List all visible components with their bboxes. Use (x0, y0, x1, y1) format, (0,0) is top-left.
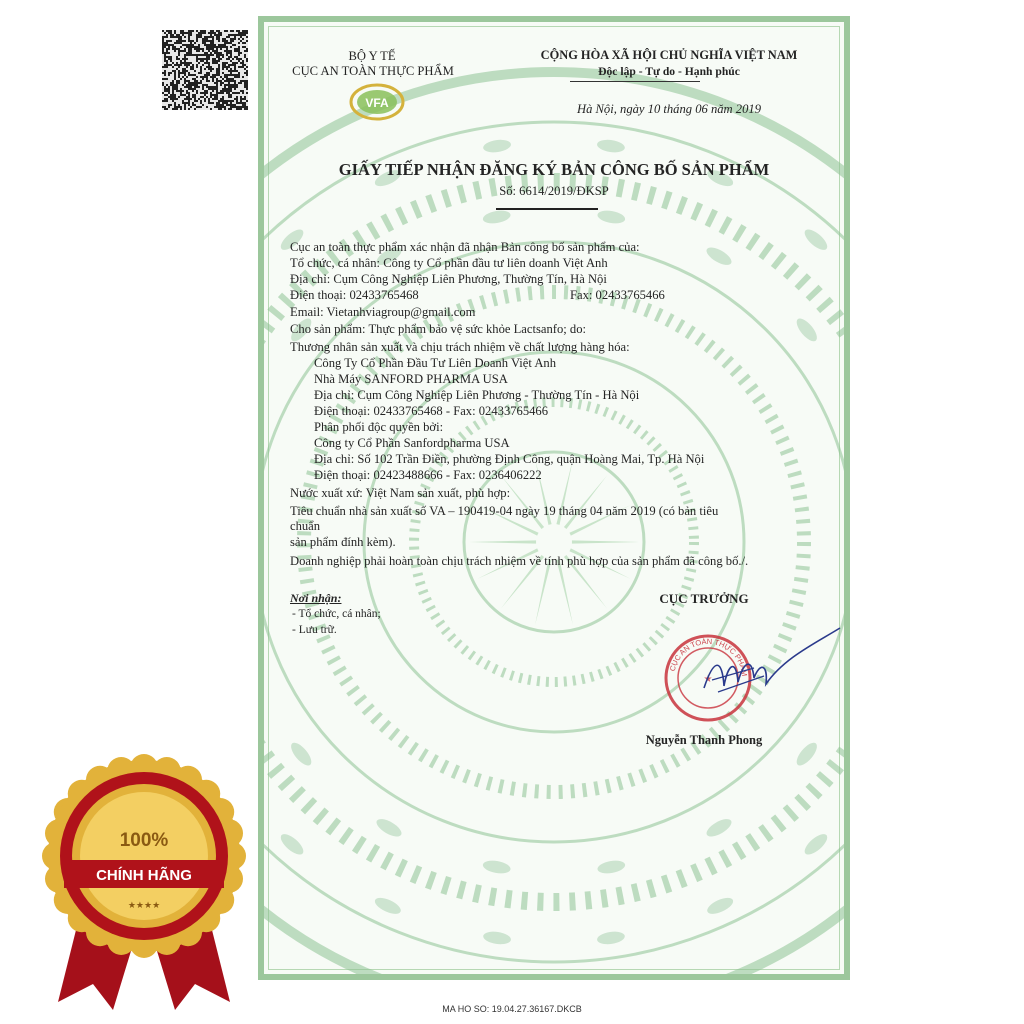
recipients-label: Nơi nhận: (290, 591, 342, 605)
standard-line-2: chuẩn (290, 519, 321, 533)
document-title: GIẤY TIẾP NHẬN ĐĂNG KÝ BẢN CÔNG BỐ SẢN PHẨM (338, 160, 770, 179)
stamp-star-icon: ★ (703, 674, 713, 685)
responsibility-line: Doanh nghiệp phải hoàn toàn chịu trách nhiệm về tính phù hợp của sản phẩm đã công bố./. (290, 554, 749, 568)
distributor-address: Địa chỉ: Số 102 Trần Điền, phường Định Công, quận Hoàng Mai, Tp. Hà Nội (314, 452, 705, 466)
email-line: Email: Vietanhviagroup@gmail.com (290, 305, 476, 319)
vfa-logo-icon (348, 82, 406, 122)
document-number: Số: 6614/2019/ĐKSP (499, 184, 609, 198)
organization-line: Tổ chức, cá nhân: Công ty Cổ phần đầu tư liên doanh Việt Anh (290, 256, 608, 270)
distributor-phone: Điện thoại: 02423488666 - Fax: 0236406222 (314, 468, 542, 482)
agency-name: CỤC AN TOÀN THỰC PHẨM (292, 64, 454, 78)
ministry-name: BỘ Y TẾ (348, 49, 396, 63)
title-underline (496, 208, 598, 210)
standard-line-3: sản phẩm đính kèm). (290, 535, 396, 549)
badge-stars-icon: ★★★★ (127, 901, 161, 911)
badge-label: CHÍNH HÃNG (96, 867, 192, 884)
vfa-logo-text: VFA (365, 96, 389, 110)
distributor-label: Phân phối độc quyền bởi: (314, 420, 444, 434)
product-line: Cho sản phẩm: Thực phẩm bảo vệ sức khỏe Lactsanfo; do: (290, 322, 587, 336)
phone-line: Điện thoại: 02433765468 (290, 288, 419, 302)
director-name: Nguyễn Thanh Phong (645, 733, 763, 747)
signature (694, 618, 844, 718)
merchant-address: Địa chỉ: Cụm Công Nghiệp Liên Phương - Thường Tín - Hà Nội (314, 388, 640, 402)
motto-underline (570, 81, 700, 82)
place-date: Hà Nội, ngày 10 tháng 06 năm 2019 (576, 102, 761, 116)
address-line: Địa chỉ: Cụm Công Nghiệp Liên Phương, Thường Tín, Hà Nội (290, 272, 607, 286)
badge-percent: 100% (119, 830, 169, 851)
merchant-phone: Điện thoại: 02433765468 - Fax: 02433765466 (314, 404, 549, 418)
qr-code (162, 30, 248, 110)
certificate (258, 16, 850, 980)
recipient-1: - Tổ chức, cá nhân; (292, 608, 381, 620)
fax-line: Fax: 02433765466 (570, 288, 665, 302)
merchant-factory: Nhà Máy SANFORD PHARMA USA (314, 372, 508, 386)
merchant-line: Thương nhân sản xuất và chịu trách nhiệm về chất lượng hàng hóa: (290, 340, 630, 354)
distributor-company: Công ty Cổ Phần Sanfordpharma USA (314, 436, 510, 450)
merchant-company: Công Ty Cổ Phần Đầu Tư Liên Doanh Việt Anh (314, 356, 557, 370)
national-motto: Độc lập - Tự do - Hạnh phúc (598, 65, 740, 78)
intro-line: Cục an toàn thực phẩm xác nhận đã nhận Bản công bố sản phẩm của: (290, 240, 640, 254)
stamp-text: CỤC AN TOÀN THỰC PHẨM (667, 636, 750, 677)
dossier-code: MA HO SO: 19.04.27.36167.DKCB (442, 1004, 582, 1014)
standard-line-1: Tiêu chuẩn nhà sản xuất số VA – 190419-04 ngày 19 tháng 04 năm 2019 (có bản tiêu (290, 504, 719, 518)
director-title: CỤC TRƯỞNG (659, 591, 749, 606)
recipient-2: - Lưu trữ. (292, 624, 337, 636)
authentic-badge (38, 752, 250, 1012)
republic-name: CỘNG HÒA XÃ HỘI CHỦ NGHĨA VIỆT NAM (540, 48, 798, 62)
origin-line: Nước xuất xứ: Việt Nam sản xuất, phù hợp: (290, 486, 511, 500)
